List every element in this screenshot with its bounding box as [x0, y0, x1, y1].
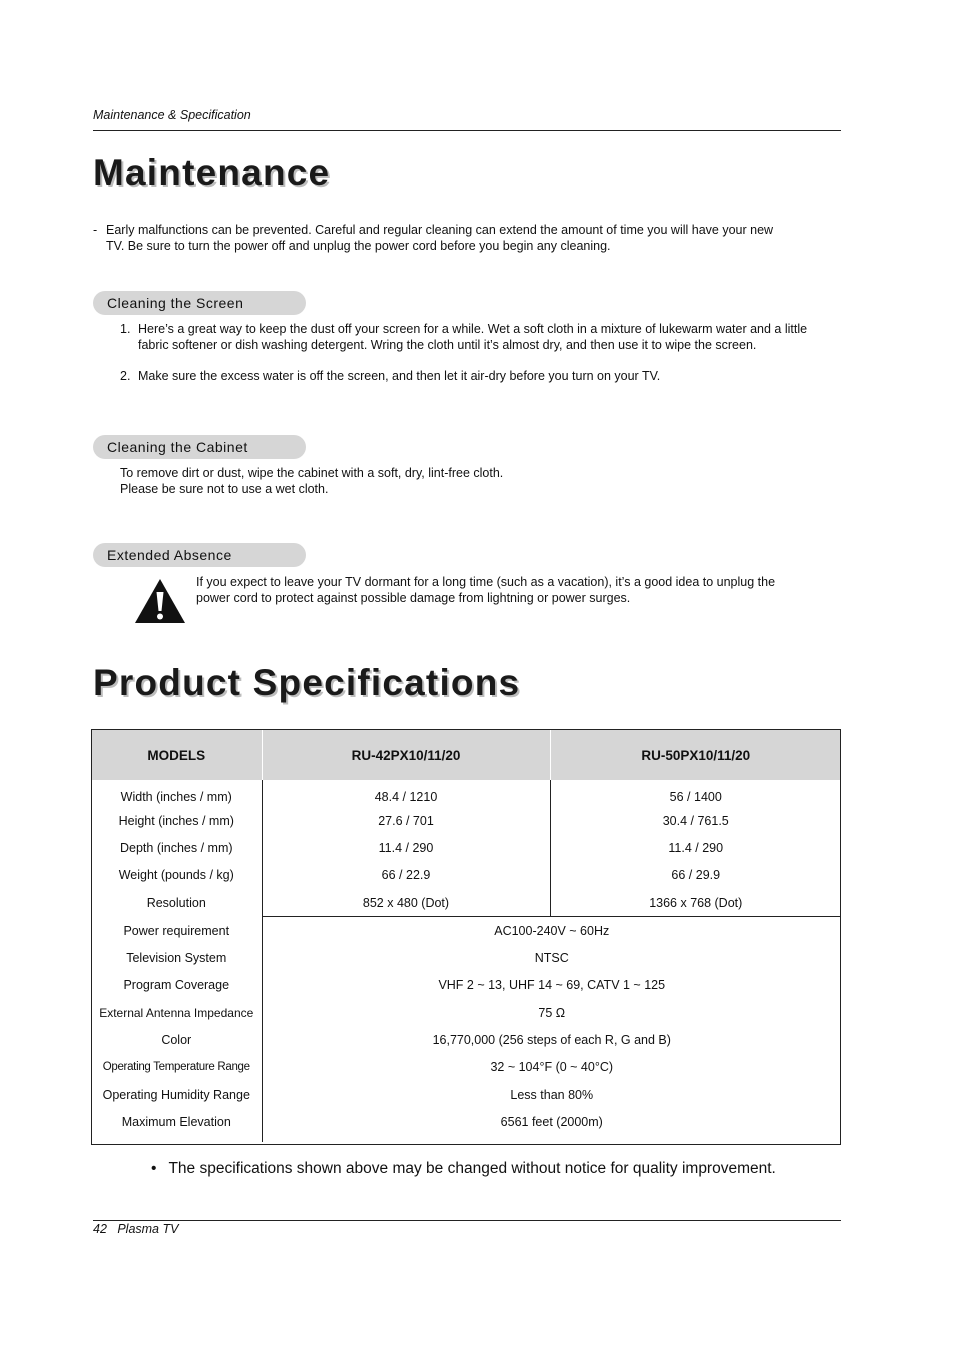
table-row [91, 889, 841, 917]
footer-rule [93, 1220, 841, 1221]
spec-label: Weight (pounds / kg) [91, 862, 262, 889]
spec-label: Operating Humidity Range [91, 1081, 262, 1108]
table-row [91, 1026, 841, 1053]
spec-value-shared: Less than 80% [510, 1087, 594, 1102]
spec-label: Width (inches / mm) [91, 780, 262, 807]
spec-label: Resolution [91, 889, 262, 917]
spec-value-42: 27.6 / 701 [262, 807, 550, 834]
spec-value-42: 48.4 / 1210 [262, 780, 550, 807]
warning-triangle-icon [134, 578, 186, 624]
intro-dash: - [93, 223, 98, 237]
table-row [91, 917, 841, 945]
page-footer [93, 1222, 178, 1236]
spec-label: Program Coverage [91, 972, 262, 999]
cleaning-screen-heading: Cleaning the Screen [93, 291, 306, 315]
note-bullet: • [151, 1160, 157, 1177]
list-item-number: 1. [120, 322, 131, 336]
spec-label: Operating Temperature Range [91, 1054, 262, 1081]
spec-label: Power requirement [91, 917, 262, 945]
page-number: 42 [93, 1222, 107, 1236]
maintenance-title: Maintenance [93, 152, 331, 193]
spec-value-shared: AC100-240V ~ 60Hz [262, 917, 841, 945]
cleaning-cabinet-text [120, 465, 503, 497]
spec-value-shared: VHF 2 ~ 13, UHF 14 ~ 69, CATV 1 ~ 125 [438, 978, 666, 993]
maintenance-intro [93, 222, 793, 254]
spec-value-50: 11.4 / 290 [668, 840, 724, 855]
header-rule [93, 130, 841, 131]
cleaning-cabinet-heading: Cleaning the Cabinet [93, 435, 306, 459]
table-row [91, 834, 841, 861]
table-row [91, 944, 841, 971]
spec-label: External Antenna Impedance [91, 999, 262, 1026]
extended-absence-heading: Extended Absence [93, 543, 306, 567]
table-row [91, 1054, 841, 1081]
spec-value-50: 1366 x 768 (Dot) [649, 895, 743, 910]
specifications-note [151, 1160, 776, 1178]
spec-label: Television System [91, 944, 262, 971]
table-row [91, 999, 841, 1026]
specifications-table [91, 729, 841, 1142]
spec-label: Maximum Elevation [91, 1108, 262, 1141]
intro-text: Early malfunctions can be prevented. Careful and regular cleaning can extend the amount of time you will have your new TV. Be sure to turn the power off and unplug the power cord before you begin any cleaning. [106, 223, 774, 253]
extended-absence-text: If you expect to leave your TV dormant for a long time (such as a vacation), it’s a good idea to unplug the power cord to protect against possible damage from lightning or power surges. [196, 575, 776, 605]
table-row [91, 1108, 841, 1141]
table-header-model-42: RU-42PX10/11/20 [262, 730, 550, 781]
table-header-models: MODELS [91, 730, 262, 781]
spec-value-shared: 32 ~ 104°F (0 ~ 40°C) [490, 1060, 614, 1075]
table-row [91, 1081, 841, 1108]
running-header: Maintenance & Specification [93, 108, 251, 122]
spec-value-50: 30.4 / 761.5 [662, 813, 729, 828]
cabinet-line: Please be sure not to use a wet cloth. [120, 482, 329, 496]
list-item [120, 321, 810, 353]
spec-label: Height (inches / mm) [91, 807, 262, 834]
spec-label: Color [91, 1026, 262, 1053]
table-header-model-50: RU-50PX10/11/20 [550, 730, 841, 781]
spec-value-shared: 75 Ω [538, 1005, 566, 1020]
spec-value-50: 66 / 29.9 [671, 868, 721, 883]
cabinet-line: To remove dirt or dust, wipe the cabinet with a soft, dry, lint-free cloth. [120, 466, 504, 480]
spec-value-42: 852 x 480 (Dot) [262, 889, 550, 917]
spec-value-42: 11.4 / 290 [262, 834, 550, 861]
list-item-text: Here’s a great way to keep the dust off your screen for a while. Wet a soft cloth in a mixture of lukewarm water and a little fabric softener or dish washing detergent. Wring the cloth until it’s almost dry, and then use it to wipe the screen. [138, 322, 808, 352]
list-item [120, 368, 810, 384]
spec-value-50: 56 / 1400 [669, 789, 722, 804]
list-item-text: Make sure the excess water is off the screen, and then let it air-dry before you turn on your TV. [138, 369, 661, 383]
note-text: The specifications shown above may be changed without notice for quality improvement. [168, 1160, 776, 1177]
table-row [91, 780, 841, 807]
list-item-number: 2. [120, 369, 131, 383]
spec-value-42: 66 / 22.9 [262, 862, 550, 889]
cleaning-screen-list [120, 321, 810, 384]
footer-product: Plasma TV [117, 1222, 179, 1236]
spec-value-shared: NTSC [534, 951, 569, 966]
table-row [91, 972, 841, 999]
table-row [91, 862, 841, 889]
spec-label: Depth (inches / mm) [91, 834, 262, 861]
specifications-title: Product Specifications [93, 662, 521, 703]
table-row [91, 807, 841, 834]
spec-value-shared: 16,770,000 (256 steps of each R, G and B) [432, 1033, 671, 1048]
spec-value-shared: 6561 feet (2000m) [500, 1114, 603, 1129]
